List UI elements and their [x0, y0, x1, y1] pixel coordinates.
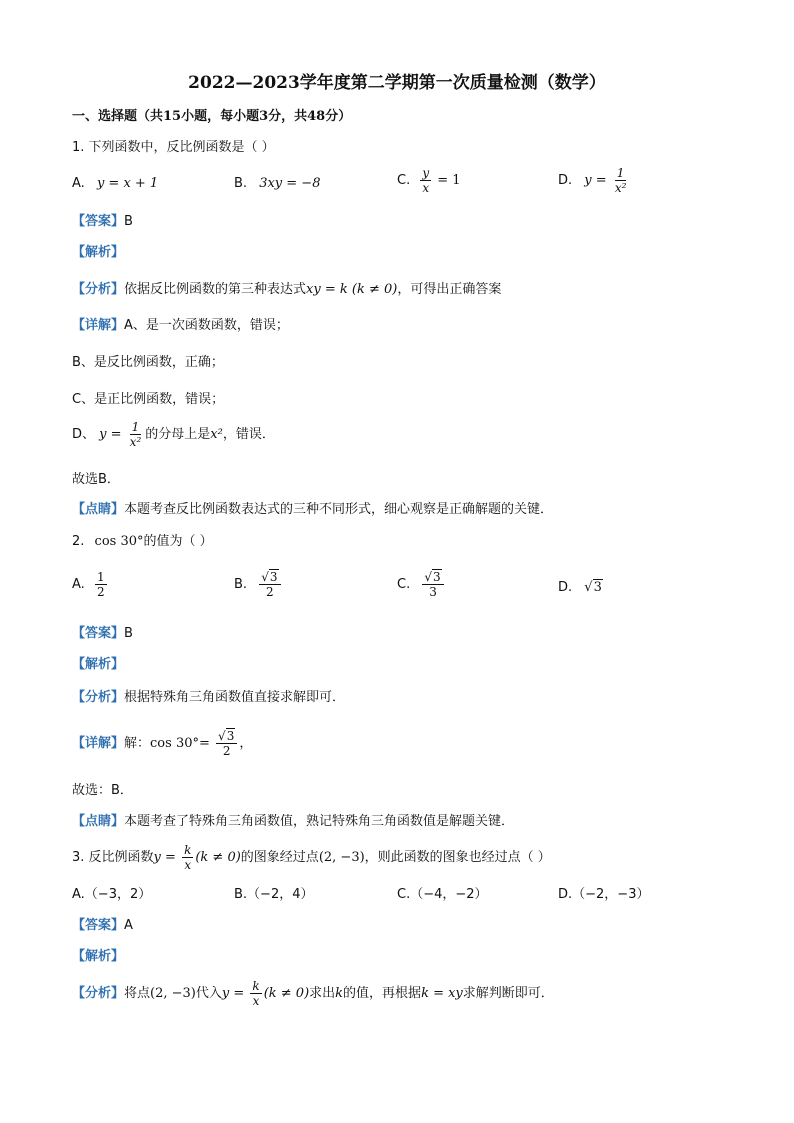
q1-detail-b: B、是反比例函数，正确；	[72, 355, 224, 370]
numerator: 1	[616, 166, 625, 180]
q2-option-c	[397, 570, 446, 599]
radicand: 3	[593, 580, 602, 595]
fenxi-text: ，可得出正确答案	[397, 282, 502, 297]
q1-answer	[72, 212, 133, 232]
option-label: C.	[397, 577, 411, 592]
q1-option-b	[234, 174, 320, 194]
q2-choose: 故选：B．	[72, 783, 133, 798]
q1-choose: 故选B．	[72, 472, 120, 487]
page-title: 2022—2023学年度第二学期第一次质量检测（数学）	[188, 73, 606, 93]
q1-detail	[72, 316, 289, 336]
option-label: C.	[397, 173, 411, 188]
detail-text: ，错误．	[222, 427, 275, 442]
denominator: x²	[614, 181, 627, 195]
detail-text: D、	[72, 427, 96, 442]
stem-expr: cos 30°	[94, 534, 144, 549]
fenxi-tag: 【分析】	[72, 282, 125, 297]
q1-detail-c: C、是正比例函数，错误；	[72, 392, 225, 407]
stem-text: ，则此函数的图象也经过点（ ）	[364, 850, 551, 865]
q1-detail-d	[72, 418, 275, 452]
fenxi-expr: k = xy	[421, 986, 463, 1001]
stem-text: 的图象经过点	[240, 850, 319, 865]
fraction	[216, 729, 237, 758]
q1-fenxi	[72, 280, 501, 300]
fenxi-text: 求出	[309, 986, 336, 1001]
q1-stem: 1. 下列函数中，反比例函数是（ ）	[72, 140, 275, 155]
fenxi-tag: 【分析】	[72, 690, 125, 705]
option-label: A.	[72, 176, 85, 191]
q2-comment	[72, 812, 514, 832]
fenxi-text: 代入	[195, 986, 222, 1001]
detail-text: 的分母上是	[145, 427, 211, 442]
fenxi-tag: 【分析】	[72, 986, 125, 1001]
numerator: 1	[96, 570, 105, 584]
q2-option-b	[234, 570, 283, 599]
fenxi-expr: (k ≠ 0)	[263, 986, 310, 1001]
stem-expr: (2, −3)	[318, 850, 365, 865]
q3-option-b: B.（−2，4）	[234, 887, 314, 902]
detail-expr: y =	[99, 427, 122, 442]
answer-tag: 【答案】	[72, 626, 125, 641]
detail-text: 解：	[124, 736, 151, 751]
detail-tag: 【详解】	[72, 318, 125, 333]
detail-tag: 【详解】	[72, 736, 125, 751]
q2-option-d	[558, 578, 603, 598]
answer-value: A	[124, 918, 133, 933]
stem-number: 2.	[72, 534, 85, 549]
q2-answer	[72, 624, 133, 644]
q2-analysis	[72, 655, 124, 675]
fraction	[128, 420, 144, 449]
radicand: 3	[433, 570, 441, 584]
fenxi-expr: k	[335, 986, 344, 1001]
radicand: 3	[269, 570, 278, 584]
option-expr: y =	[584, 173, 607, 188]
fraction	[613, 166, 629, 195]
fenxi-expr: (2, −3)	[150, 986, 196, 1001]
q1-analysis	[72, 243, 124, 263]
numerator: k	[252, 979, 260, 993]
numerator: √3	[259, 570, 280, 585]
analysis-tag: 【解析】	[72, 245, 125, 260]
fraction	[250, 979, 261, 1008]
q2-fenxi	[72, 688, 345, 708]
section-heading: 一、选择题（共15小题，每小题3分，共48分）	[72, 109, 352, 124]
denominator: x	[252, 994, 260, 1008]
q3-option-a: A.（−3，2）	[72, 887, 152, 902]
answer-value: B	[124, 214, 133, 229]
fraction	[422, 570, 443, 599]
denominator: x²	[129, 435, 142, 449]
q1-comment	[72, 500, 553, 520]
option-label: B.	[234, 577, 248, 592]
q3-analysis	[72, 947, 124, 967]
numerator: k	[184, 843, 192, 857]
option-label: D.	[558, 580, 573, 595]
stem-text: 3. 反比例函数	[72, 850, 154, 865]
fraction	[259, 570, 280, 599]
fenxi-text: 根据特殊角三角函数值直接求解即可．	[124, 690, 346, 705]
q3-option-d: D.（−2，−3）	[558, 887, 650, 902]
analysis-tag: 【解析】	[72, 657, 125, 672]
option-expr: y = x + 1	[96, 176, 159, 191]
numerator: 1	[131, 420, 140, 434]
detail-text: A、是一次函数函数，错误；	[124, 318, 289, 333]
numerator: √3	[216, 729, 237, 744]
q3-fenxi	[72, 976, 554, 1012]
q2-stem	[72, 532, 213, 552]
numerator: y	[422, 166, 430, 180]
denominator: 2	[96, 585, 105, 599]
q1-option-c	[397, 166, 461, 195]
comment-tag: 【点睛】	[72, 502, 125, 517]
option-expr: = 1	[437, 173, 461, 188]
denominator: x	[184, 858, 192, 872]
numerator: √3	[422, 570, 443, 585]
answer-tag: 【答案】	[72, 214, 125, 229]
stem-expr: (k ≠ 0)	[195, 850, 241, 865]
fenxi-text: 的值，再根据	[343, 986, 422, 1001]
fenxi-expr: xy = k (k ≠ 0)	[306, 282, 398, 297]
detail-expr: cos 30°=	[150, 736, 210, 751]
option-label: A.	[72, 577, 85, 592]
fraction	[182, 843, 193, 872]
fenxi-text: 将点	[124, 986, 151, 1001]
radicand: 3	[226, 729, 235, 743]
q2-option-a	[72, 570, 109, 599]
q1-option-d	[558, 166, 630, 195]
answer-tag: 【答案】	[72, 918, 125, 933]
denominator: 3	[429, 585, 437, 599]
stem-text: 的值为（ ）	[143, 534, 213, 549]
sqrt-expr: √3	[584, 580, 602, 595]
comment-tag: 【点睛】	[72, 814, 125, 829]
fraction	[95, 570, 107, 599]
q3-stem	[72, 840, 551, 876]
denominator: 2	[222, 744, 231, 758]
fraction	[420, 166, 431, 195]
stem-expr: y =	[153, 850, 176, 865]
fenxi-text: 求解判断即可．	[462, 986, 554, 1001]
q1-option-a	[72, 174, 158, 194]
q3-answer	[72, 916, 133, 936]
option-label: D.	[558, 173, 573, 188]
analysis-tag: 【解析】	[72, 949, 125, 964]
detail-text: ，	[239, 736, 253, 751]
q2-detail	[72, 726, 252, 762]
denominator: 2	[266, 585, 274, 599]
option-label: B.	[234, 176, 248, 191]
q3-option-c: C.（−4，−2）	[397, 887, 488, 902]
fenxi-expr: y =	[221, 986, 245, 1001]
comment-text: 本题考查反比例函数表达式的三种不同形式，细心观察是正确解题的关键．	[124, 502, 554, 517]
detail-expr: x²	[210, 427, 223, 442]
fenxi-text: 依据反比例函数的第三种表达式	[124, 282, 307, 297]
answer-value: B	[124, 626, 133, 641]
option-expr: 3xy = −8	[259, 176, 321, 191]
comment-text: 本题考查了特殊角三角函数值，熟记特殊角三角函数值是解题关键．	[124, 814, 515, 829]
denominator: x	[422, 181, 430, 195]
